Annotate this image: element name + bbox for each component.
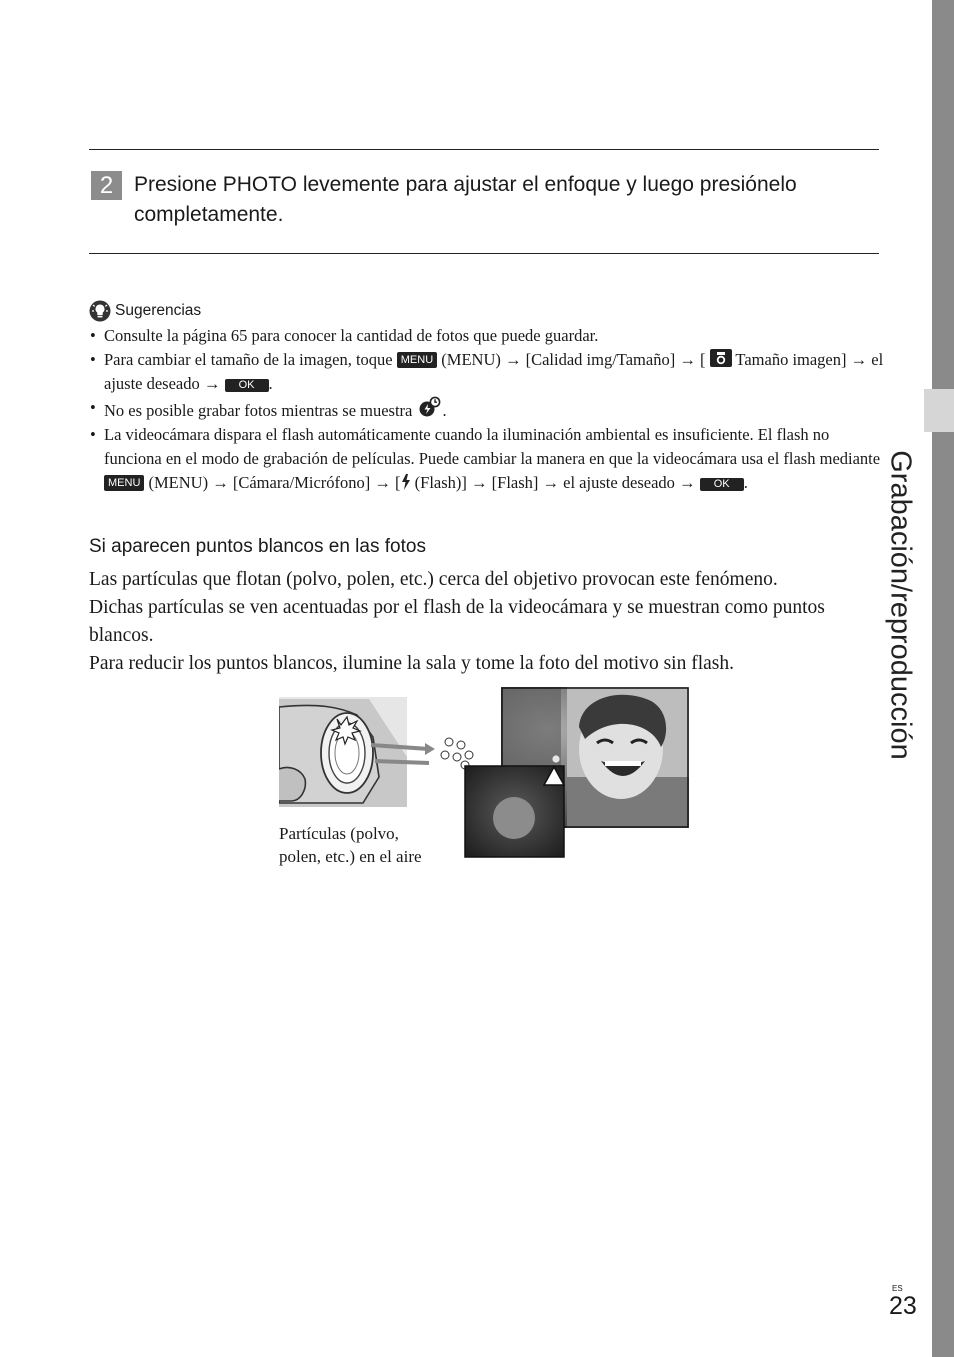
tip-item — [89, 324, 889, 348]
language-label: ES — [892, 1284, 903, 1293]
ok-button[interactable]: OK — [700, 478, 744, 491]
caption-line: Partículas (polvo, — [279, 824, 399, 843]
menu-button[interactable]: MENU — [104, 475, 144, 491]
tip-punctuation: . — [743, 473, 748, 492]
section-title-text: Grabación/reproducción — [884, 450, 917, 760]
tip-text: Para cambiar el tamaño de la imagen, toque — [104, 350, 393, 369]
tip-item — [89, 396, 889, 423]
flash-icon — [401, 474, 411, 490]
flash-charging-icon — [417, 396, 443, 418]
tip-text: (MENU) → [Cámara/Micrófono] → [ — [148, 473, 401, 492]
orbs-heading: Si aparecen puntos blancos en las fotos — [89, 536, 426, 557]
tip-item — [89, 423, 889, 495]
step-text: Presione PHOTO levemente para ajustar el enfoque y luego presiónelo completamente. — [134, 173, 797, 226]
paragraph: Dichas partículas se ven acentuadas por el flash de la videocámara y se muestran como puntos blancos. — [89, 597, 825, 646]
tip-item — [89, 348, 889, 396]
paragraph: Las partículas que flotan (polvo, polen, etc.) cerca del objetivo provocan este fenómeno. — [89, 569, 778, 590]
tip-punctuation: . — [268, 374, 273, 393]
tip-text: Tamaño imagen] → el ajuste deseado → — [104, 350, 884, 393]
figure-caption — [279, 822, 422, 868]
tip-text: La videocámara dispara el flash automáticamente cuando la iluminación ambiental es insuficiente. El flash no funciona en el modo de grabación de películas. Puede cambiar la manera en que la videocámara usa el flash mediante — [104, 425, 881, 468]
paragraph: Para reducir los puntos blancos, ilumine la sala y tome la foto del motivo sin flash. — [89, 653, 734, 674]
orb-zoom-inset — [464, 765, 566, 859]
tip-text: Consulte la página 65 para conocer la cantidad de fotos que puede guardar. — [104, 326, 599, 345]
sidebar-section-tab[interactable] — [924, 389, 954, 432]
ok-button[interactable]: OK — [225, 379, 269, 392]
tips-list — [89, 324, 889, 495]
caption-line: polen, etc.) en el aire — [279, 847, 422, 866]
top-rule — [89, 149, 879, 150]
bottom-rule — [89, 253, 879, 254]
sidebar-bar — [932, 0, 954, 1357]
camera-icon — [710, 349, 732, 367]
tip-text: (MENU) → [Calidad img/Tamaño] → [ — [441, 350, 706, 369]
orbs-body — [89, 566, 884, 678]
tip-text: (Flash)] → [Flash] → el ajuste deseado → — [414, 473, 696, 492]
camera-lens-illustration — [279, 697, 479, 807]
step-number: 2 — [91, 171, 122, 200]
tip-text: No es posible grabar fotos mientras se muestra — [104, 401, 413, 420]
page-number: 23 — [889, 1292, 917, 1320]
menu-button[interactable]: MENU — [397, 352, 437, 368]
lightbulb-icon — [89, 300, 111, 322]
tips-heading-text: Sugerencias — [115, 302, 202, 320]
tip-punctuation: . — [442, 401, 447, 420]
tips-heading — [89, 300, 201, 322]
